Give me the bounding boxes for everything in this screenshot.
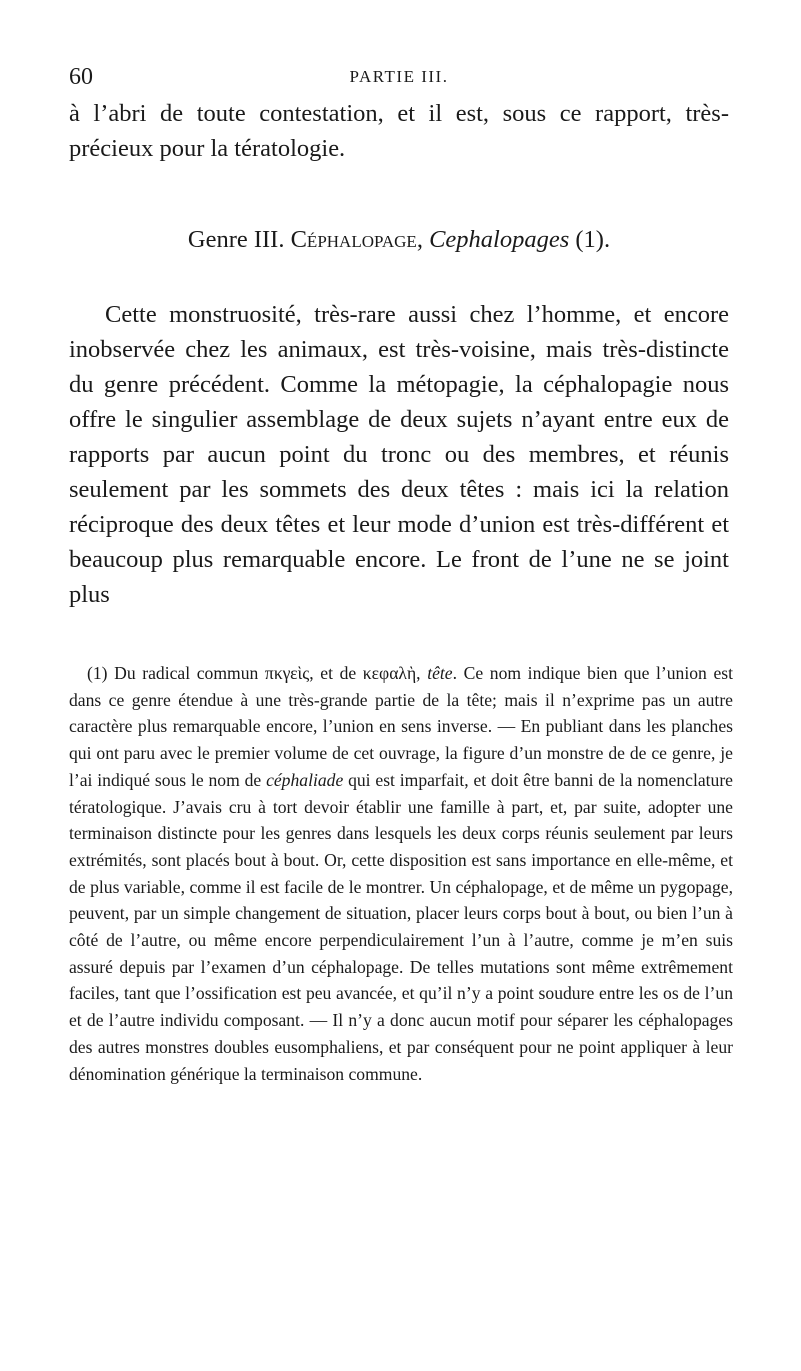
page-number: 60 <box>69 64 93 90</box>
footnote-italic-cephaliade: céphaliade <box>266 769 344 790</box>
heading-separator: , <box>416 226 423 253</box>
footnote-italic-tete: tête <box>427 663 453 683</box>
footnote-text-3: qui est imparfait, et doit être banni de la nomenclature tératologique. J’avais cru à tort devoir établir une famille à part, et, par suite, adopter une terminaison distincte pour les genres dans lesquels les deux corps réunis seulement par leurs extrémités, sont placés bout à bout. Or, cette disposition est sans importance en elle-même, et de plus variable, comme il est facile de le montrer. Un céphalopage, et de même un pygopage, peuvent, par un simple changement de situation, placer leurs corps bout à bout, ou bien l’un à côté de l’autre, ou même encore perpendiculairement l’un à l’autre, comme je m’en suis assuré depuis par l’examen d’un céphalopage. De telles mutations sont même extrêmement faciles, tant que l’ossification est peu avancée, et qu’il n’y a point soudure entre les os de l’un et de l’autre individu composant. — Il n’y a donc aucun motif pour séparer les céphalopages des autres monstres doubles eusomphaliens, et par conséquent pour ne point appliquer à leur dénomination générique la terminaison commune. <box>69 769 733 1084</box>
footnote <box>69 660 733 1087</box>
heading-genus-name: Céphalopage <box>290 226 417 253</box>
footnote-text-1: (1) Du radical commun πκγεὶς, et de κεφαλὴ, <box>87 663 428 683</box>
running-head <box>69 64 729 94</box>
footnote-text-2: . Ce nom indique bien que l’union est dans ce genre étendue à une très-grande partie de la tête; mais il n’exprime pas un autre caractère plus remarquable encore, l’union en sens inverse. — En publiant dans les planches qui ont paru avec le premier volume de cet ouvrage, la figure d’un monstre de de ce genre, je l’ai indiqué sous le nom de <box>69 663 733 790</box>
paragraph-continuation: à l’abri de toute contestation, et il est, sous ce rapport, très-précieux pour la tératologie. <box>69 100 729 162</box>
heading-latin-name: Cephalopages <box>429 226 570 253</box>
heading-prefix: Genre III. <box>187 226 285 253</box>
footnote-reference: (1). <box>575 226 611 253</box>
paragraph-body: Cette monstruosité, très-rare aussi chez l’homme, et encore inobservée chez les animaux, est très-voisine, mais très-distincte du genre précédent. Comme la métopagie, la céphalopagie nous offre le singulier assemblage de deux sujets n’ayant entre eux de rapports par aucun point du tronc ou des membres, et réunis seulement par les sommets des deux têtes : mais ici la relation réciproque des deux têtes et leur mode d’union est très-différent et beaucoup plus remarquable encore. Le front de l’une ne se joint plus <box>69 301 729 608</box>
running-title: PARTIE III. <box>349 67 449 86</box>
section-heading <box>69 224 729 256</box>
